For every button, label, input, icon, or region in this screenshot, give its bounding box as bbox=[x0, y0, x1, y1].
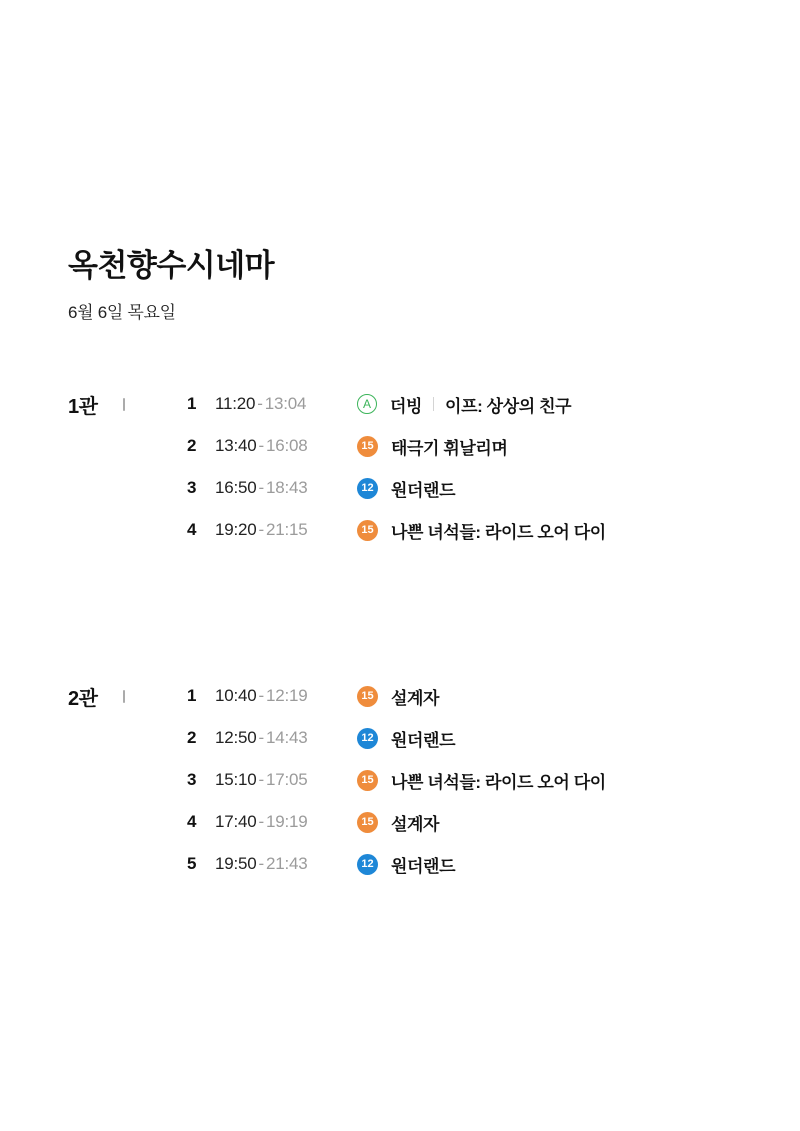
time-separator: - bbox=[258, 478, 265, 497]
end-time: 12:19 bbox=[266, 686, 308, 705]
rating-badge-12-icon: 12 bbox=[357, 728, 378, 749]
title-divider bbox=[433, 397, 434, 411]
show-time bbox=[215, 728, 357, 748]
time-separator: - bbox=[258, 728, 265, 747]
start-time: 11:20 bbox=[215, 394, 256, 413]
end-time: 21:15 bbox=[266, 520, 308, 539]
showtime-row bbox=[187, 843, 606, 885]
movie-title[interactable]: 이프: 상상의 친구 bbox=[445, 396, 572, 416]
showtime-row bbox=[187, 425, 606, 467]
showtime-row bbox=[187, 383, 606, 425]
screen-section-2 bbox=[68, 675, 732, 885]
showtime-row bbox=[187, 675, 606, 717]
rating-badge-15-icon: 15 bbox=[357, 812, 378, 833]
time-separator: - bbox=[258, 812, 265, 831]
time-separator: - bbox=[258, 686, 265, 705]
screen-name: 2관 bbox=[68, 687, 98, 710]
rating-badge-12-icon: 12 bbox=[357, 854, 378, 875]
show-number: 2 bbox=[187, 436, 197, 455]
rating-badge-15-icon: 15 bbox=[357, 520, 378, 541]
start-time: 17:40 bbox=[215, 812, 257, 831]
end-time: 19:19 bbox=[266, 812, 308, 831]
rating-badge-15-icon: 15 bbox=[357, 770, 378, 791]
screen-divider-tick bbox=[123, 690, 125, 703]
show-number: 2 bbox=[187, 728, 197, 747]
time-separator: - bbox=[258, 854, 265, 873]
time-separator: - bbox=[257, 394, 263, 413]
show-number: 5 bbox=[187, 854, 197, 873]
showtime-rows bbox=[187, 675, 606, 885]
time-separator: - bbox=[258, 770, 265, 789]
rating-badge-15-icon: 15 bbox=[357, 436, 378, 457]
show-time bbox=[215, 478, 357, 498]
rating-badge-all-icon: A bbox=[357, 394, 377, 414]
start-time: 13:40 bbox=[215, 436, 257, 455]
time-separator: - bbox=[258, 436, 265, 455]
showtime-row bbox=[187, 801, 606, 843]
screen-label-column bbox=[68, 675, 187, 717]
show-number: 1 bbox=[187, 686, 197, 705]
start-time: 16:50 bbox=[215, 478, 257, 497]
rating-badge-15-icon: 15 bbox=[357, 686, 378, 707]
movie-title[interactable]: 원더랜드 bbox=[391, 480, 456, 500]
movie-title[interactable]: 나쁜 녀석들: 라이드 오어 다이 bbox=[391, 772, 606, 792]
start-time: 10:40 bbox=[215, 686, 257, 705]
showtime-row bbox=[187, 717, 606, 759]
movie-title[interactable]: 설계자 bbox=[391, 814, 440, 834]
show-time bbox=[215, 686, 357, 706]
rating-badge-12-icon: 12 bbox=[357, 478, 378, 499]
movie-title[interactable]: 원더랜드 bbox=[391, 856, 456, 876]
show-number: 4 bbox=[187, 520, 197, 539]
end-time: 14:43 bbox=[266, 728, 308, 747]
showtime-rows bbox=[187, 383, 606, 551]
show-time bbox=[215, 770, 357, 790]
movie-title[interactable]: 나쁜 녀석들: 라이드 오어 다이 bbox=[391, 522, 606, 542]
end-time: 21:43 bbox=[266, 854, 308, 873]
show-number: 3 bbox=[187, 770, 197, 789]
show-time bbox=[215, 436, 357, 456]
start-time: 15:10 bbox=[215, 770, 257, 789]
start-time: 19:20 bbox=[215, 520, 257, 539]
screen-divider-tick bbox=[123, 398, 125, 411]
show-time bbox=[215, 394, 357, 414]
showtime-row bbox=[187, 759, 606, 801]
show-time bbox=[215, 812, 357, 832]
start-time: 12:50 bbox=[215, 728, 257, 747]
show-number: 4 bbox=[187, 812, 197, 831]
start-time: 19:50 bbox=[215, 854, 257, 873]
end-time: 17:05 bbox=[266, 770, 308, 789]
movie-title[interactable]: 원더랜드 bbox=[391, 730, 456, 750]
screen-label-column bbox=[68, 383, 187, 425]
end-time: 18:43 bbox=[266, 478, 308, 497]
show-time bbox=[215, 520, 357, 540]
show-time bbox=[215, 854, 357, 874]
screen-section-1 bbox=[68, 383, 732, 551]
movie-title[interactable]: 더빙 bbox=[390, 396, 423, 416]
movie-title[interactable]: 설계자 bbox=[391, 688, 440, 708]
show-number: 1 bbox=[187, 394, 197, 413]
cinema-name: 옥천향수시네마 bbox=[68, 248, 275, 283]
show-number: 3 bbox=[187, 478, 197, 497]
end-time: 16:08 bbox=[266, 436, 308, 455]
movie-title[interactable]: 태극기 휘날리며 bbox=[391, 438, 508, 458]
end-time: 13:04 bbox=[264, 394, 307, 413]
time-separator: - bbox=[258, 520, 265, 539]
screen-name: 1관 bbox=[68, 395, 98, 418]
schedule-date: 6월 6일 목요일 bbox=[68, 303, 176, 322]
showtime-row bbox=[187, 467, 606, 509]
showtime-row bbox=[187, 509, 606, 551]
